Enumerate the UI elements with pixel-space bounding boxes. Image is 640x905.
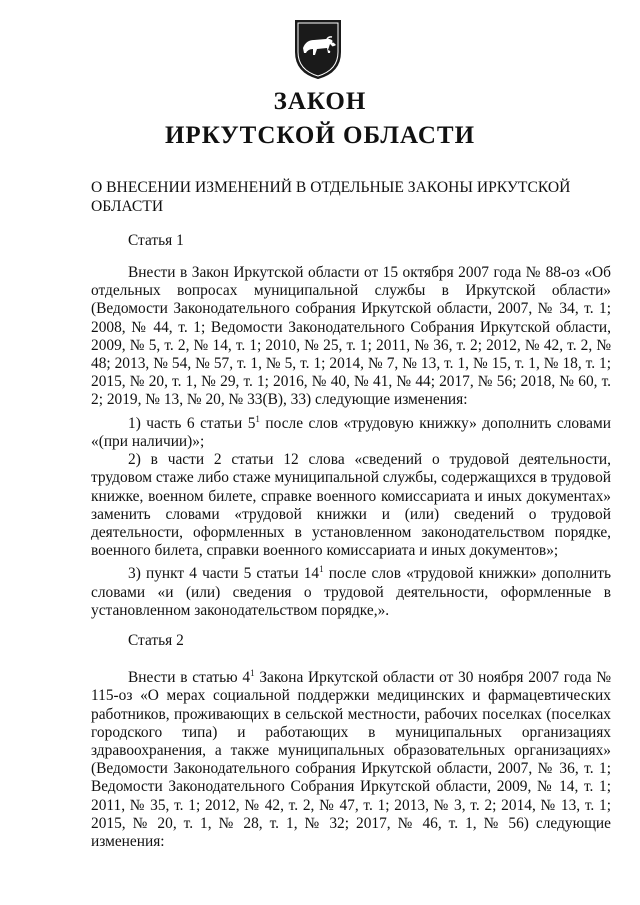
article-1-body bbox=[91, 264, 611, 620]
article-2-body bbox=[91, 664, 611, 851]
article-1-item-2: 2) в части 2 статьи 12 слова «сведений о трудовой деятельности, трудовом стаже либо стаже муниципальной службы, содержащихся в трудовой книжке, военном билете, справке военного комиссариата и иных документах» заменить словами «трудовой книжки и (или) сведений о трудовой деятельности, оформленных в установленном законодательством порядке, военного билета, справки военного комиссариата и иных документов»; bbox=[91, 451, 611, 560]
article-1-item-1: 1) часть 6 статьи $5^1$ после слов «трудовую книжку» дополнить словами «(при наличии)»; bbox=[91, 413, 611, 450]
document-title-line1: ЗАКОН bbox=[273, 88, 367, 115]
coat-of-arms-icon bbox=[290, 18, 346, 80]
article-1-item-3: 3) пункт 4 части 5 статьи $14^1$ после слов «трудовой книжки» дополнить словами «и (или) сведения о трудовой деятельности, оформленные в установленном законодательством порядке,». bbox=[91, 564, 611, 619]
article-1-label: Статья 1 bbox=[128, 232, 184, 249]
article-1-intro: Внести в Закон Иркутской области от 15 октября 2007 года № 88-оз «Об отдельных вопросах муниципальной службы в Иркутской области» (Ведомости Законодательного собрания Иркутской области, 2007, № 34, т. 1; 2008, № 44, т. 1; Ведомости Законодательного Собрания Иркутской области, 2009, № 5, т. 2, № 14, т. 1; 2010, № 25, т. 1; 2011, № 36, т. 2; 2012, № 42, т. 2, № 48; 2013, № 54, № 57, т. 1, № 5, т. 1; 2014, № 7, № 13, т. 1, № 15, т. 1, № 18, т. 1; 2015, № 20, т. 1, № 29, т. 1; 2016, № 40, № 41, № 44; 2017, № 56; 2018, № 60, т. 2; 2019, № 13, № 20, № 33(В), 33) следующие изменения: bbox=[91, 264, 611, 409]
document-title-line2: ИРКУТСКОЙ ОБЛАСТИ bbox=[164, 122, 476, 149]
article-2-intro: Внести в статью $4^1$ Закона Иркутской области от 30 ноября 2007 года № 115-оз «О мерах социальной поддержки медицинских и фармацевтических работников, проживающих в сельской местности, рабочих поселках (поселках городского типа) и работающих в муниципальных организациях здравоохранения, а также муниципальных образовательных организациях» (Ведомости Законодательного собрания Иркутской области, 2007, № 36, т. 1; Ведомости Законодательного Собрания Иркутской области, 2009, № 14, т. 1; 2011, № 35, т. 1; 2012, № 42, т. 2, № 47, т. 1; 2013, № 3, т. 2; 2014, № 13, т. 1; 2015, № 20, т. 1, № 28, т. 1, № 32; 2017, № 46, т. 1, № 56) следующие изменения: bbox=[91, 668, 612, 850]
law-heading: О ВНЕСЕНИИ ИЗМЕНЕНИЙ В ОТДЕЛЬНЫЕ ЗАКОНЫ ИРКУТСКОЙ ОБЛАСТИ bbox=[91, 179, 571, 215]
article-2-label: Статья 2 bbox=[128, 632, 184, 649]
